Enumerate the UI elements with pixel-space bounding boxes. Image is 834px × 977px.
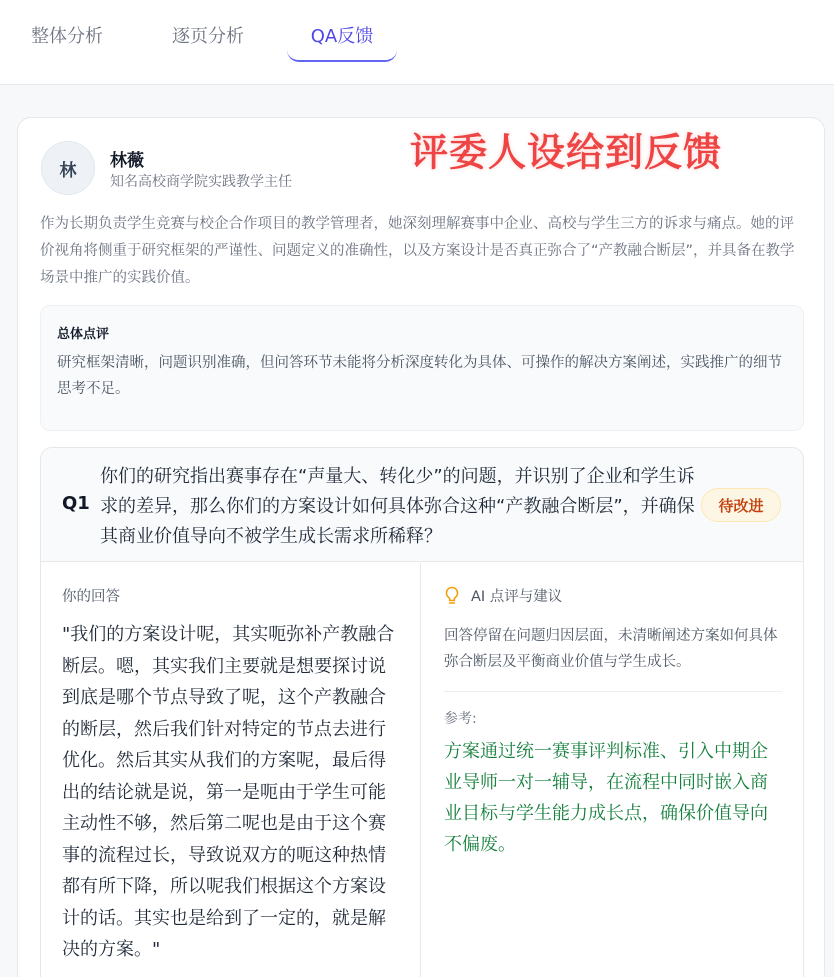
ai-feedback-header	[444, 585, 562, 606]
avatar: 林	[41, 141, 95, 195]
ai-feedback-title: AI 点评与建议	[471, 589, 563, 605]
persona-intro: 作为长期负责学生竞赛与校企合作项目的教学管理者，她深刻理解赛事中企业、高校与学生三方的诉求与痛点。她的评价视角将侧重于研究框架的严谨性、问题定义的准确性，以及方案设计是否真正弥合了“产教融合断层”，并具备在教学场景中推广的实践价值。	[40, 216, 795, 286]
question-number: Q1	[62, 493, 90, 514]
top-tab-bar	[0, 0, 834, 85]
qa-item	[40, 447, 804, 977]
tab-page-analysis[interactable]: 逐页分析	[172, 26, 244, 47]
reference-answer: 方案通过统一赛事评判标准、引入中期企业导师一对一辅导，在流程中同时嵌入商业目标与学生能力成长点，确保价值导向不偏废。	[444, 741, 768, 855]
answer-title: 你的回答	[62, 589, 120, 605]
answer-text: "我们的方案设计呢，其实呃弥补产教融合断层。嗯，其实我们主要就是想要探讨说到底是哪个节点导致了呢，这个产教融合的断层，然后我们针对特定的节点去进行优化。然后其实从我们的方案呢，最后得出的结论就是说，第一是呃由于学生可能主动性不够，然后第二呢也是由于这个赛事的流程过长，导致说双方的呃这种热情都有所下降，所以呢我们根据这个方案设计的话。其实也是给到了一定的，就是解决的方案。"	[62, 624, 395, 960]
overall-summary	[40, 305, 804, 431]
persona-role: 知名高校商学院实践教学主任	[110, 174, 292, 190]
summary-text: 研究框架清晰，问题识别准确，但问答环节未能将分析深度转化为具体、可操作的解决方案阐述，实践推广的细节思考不足。	[57, 355, 782, 397]
status-badge: 待改进	[701, 488, 781, 522]
question-header	[41, 448, 804, 562]
persona-name: 林薇	[110, 151, 144, 171]
lightbulb-icon	[444, 586, 460, 606]
feedback-card	[17, 117, 825, 977]
ai-feedback-column	[422, 563, 804, 977]
reference-label: 参考:	[444, 711, 477, 727]
tab-overall-analysis[interactable]: 整体分析	[31, 26, 103, 47]
ai-comment: 回答停留在问题归因层面，未清晰阐述方案如何具体弥合断层及平衡商业价值与学生成长。	[444, 628, 778, 670]
summary-title: 总体点评	[57, 327, 110, 342]
divider	[444, 691, 782, 692]
tab-qa-feedback[interactable]: QA反馈	[287, 22, 397, 62]
question-text: 你们的研究指出赛事存在“声量大、转化少”的问题，并识别了企业和学生诉求的差异，那么你们的方案设计如何具体弥合这种“产教融合断层”，并确保其商业价值导向不被学生成长需求所稀释？	[100, 466, 695, 547]
overlay-annotation: 评委人设给到反馈	[410, 129, 723, 175]
answer-column	[41, 563, 421, 977]
